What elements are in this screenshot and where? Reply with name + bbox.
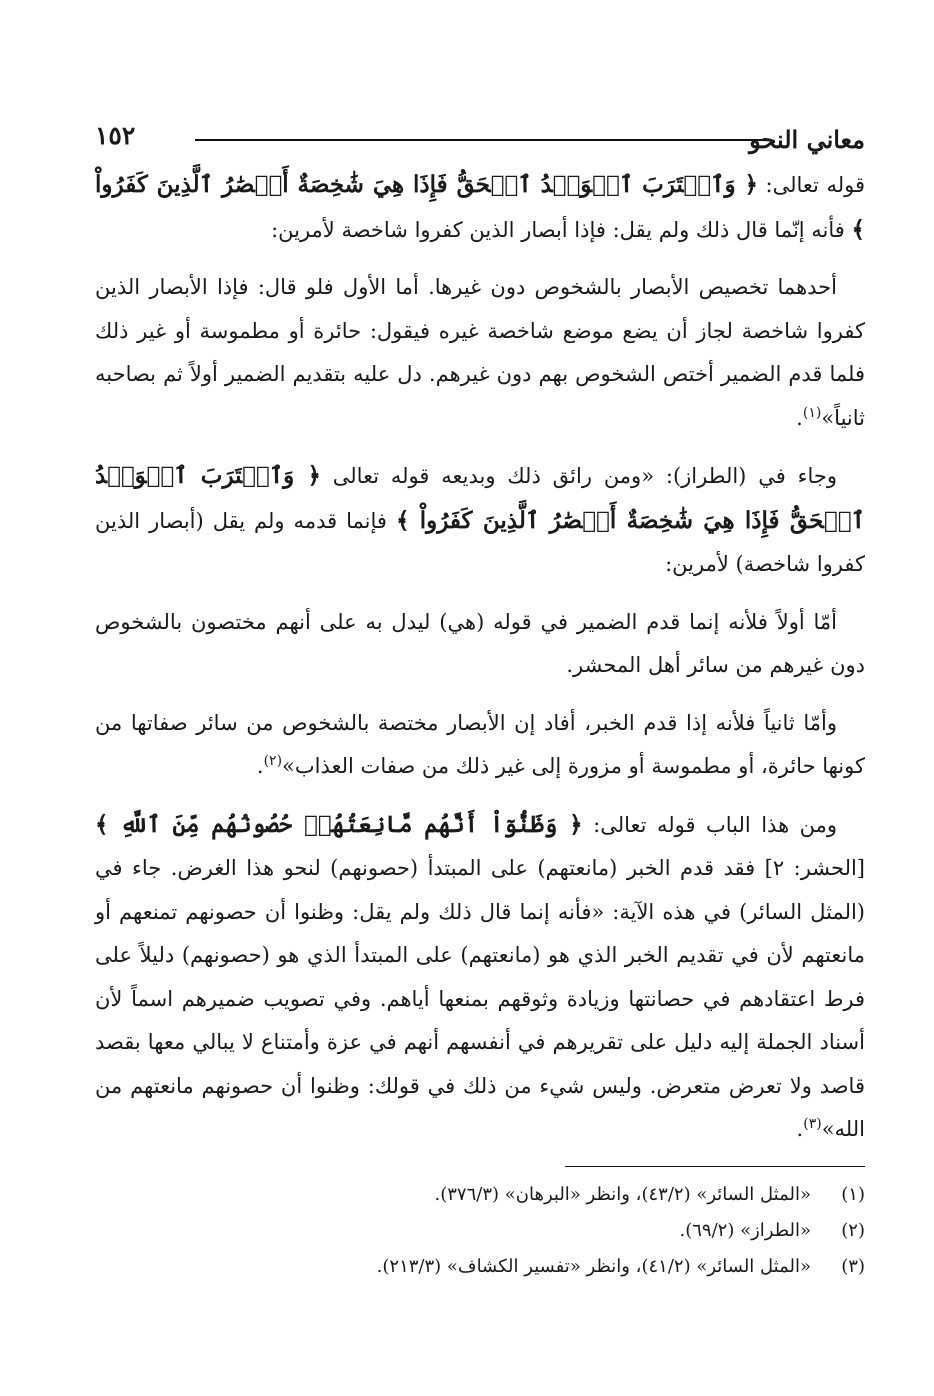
paragraph-text: ومن هذا الباب قوله تعالى: bbox=[582, 812, 838, 837]
paragraph-text: . bbox=[796, 1117, 804, 1141]
footnote-number: (٢) bbox=[841, 1219, 865, 1241]
paragraph bbox=[95, 601, 865, 688]
book-page bbox=[95, 115, 865, 1285]
footnote-rule bbox=[565, 1166, 865, 1167]
footnote-reference: (١) bbox=[802, 404, 822, 421]
page-number: ١٥٢ bbox=[95, 121, 136, 150]
paragraph bbox=[95, 702, 865, 789]
paragraph bbox=[95, 163, 865, 252]
footnote-number: (١) bbox=[841, 1183, 865, 1205]
paragraph-text: وجاء في (الطراز): «ومن رائق ذلك وبديعه قوله تعالى bbox=[320, 464, 837, 488]
footnote-text: «المثل السائر» (٤٣/٢)، وانظر «البرهان» (٣٧٦/٣). bbox=[434, 1183, 811, 1205]
footnote-reference: (٣) bbox=[803, 1116, 822, 1132]
footnote-reference: (٢) bbox=[263, 753, 283, 769]
header-rule bbox=[195, 139, 765, 141]
running-title: معاني النحو bbox=[749, 125, 865, 154]
paragraph-text: فأنه إنّما قال ذلك ولم يقل: فإذا أبصار الذين كفروا شاخصة لأمرين: bbox=[271, 217, 852, 242]
quran-verse: ﴿ وَٱقۡتَرَبَ ٱلۡوَعۡدُ ٱلۡحَقُّ فَإِذَا هِيَ شَٰخِصَةٌ أَبۡصَٰرُ ٱلَّذِينَ كَفَرُواْ ﴾ bbox=[95, 171, 865, 243]
footnote-text: «الطراز» (٦٩/٢). bbox=[679, 1219, 811, 1241]
paragraph-text: . bbox=[796, 405, 803, 430]
footnote-number: (٣) bbox=[841, 1255, 865, 1277]
footnote bbox=[95, 1249, 865, 1285]
footnote-text: «المثل السائر» (٤١/٢)، وانظر «تفسير الكشاف» (٢١٣/٣). bbox=[376, 1255, 811, 1277]
paragraph-text: . bbox=[256, 754, 264, 778]
quran-verse: ﴿ وَٱقۡتَرَبَ ٱلۡوَعۡدُ ٱلۡحَقُّ فَإِذَا هِيَ شَٰخِصَةٌ أَبۡصَٰرُ ٱلَّذِينَ كَفَرُواْ ﴾ bbox=[95, 462, 865, 534]
paragraph-text: قوله تعالى: bbox=[757, 173, 865, 197]
paragraph bbox=[95, 266, 865, 440]
footnote bbox=[95, 1213, 865, 1249]
paragraph-text: فإنما قدمه ولم يقل (أبصار الذين كفروا شاخصة) لأمرين: bbox=[95, 508, 865, 576]
paragraph bbox=[95, 803, 865, 1152]
footnote bbox=[95, 1177, 865, 1213]
quran-verse: ﴿ وَظَنُّوٓاْ أَنَّهُم مَّانِعَتُهُمۡ حُصُونُهُم مِّنَ ٱللَّهِ ﴾ bbox=[95, 810, 583, 838]
paragraph-text: أمّا أولاً فلأنه إنما قدم الضمير في قوله (هي) ليدل به على أنهم مختصون بالشخوص دون غيرهم من سائر أهل المحشر. bbox=[95, 609, 865, 677]
paragraph-text: وأمّا ثانياً فلأنه إذا قدم الخبر، أفاد إن الأبصار مختصة بالشخوص من سائر صفاتها من كونها حائرة، أو مطموسة أو مزورة إلى غير ذلك من صفات العذاب» bbox=[95, 710, 865, 778]
paragraph-text: [الحشر: ٢] فقد قدم الخبر (مانعتهم) على المبتدأ (حصونهم) لنحو هذا الغرض. جاء في (المثل السائر) في هذه الآية: «فأنه إنما قال ذلك ولم يقل: وظنوا أن حصونهم تمنعهم أو مانعتهم لأن في تقديم الخبر الذي هو (مانعتهم) على المبتدأ الذي هو (حصونهم) دليلاً على فرط اعتقادهم في حصانتها وزيادة وثوقهم بمنعها أياهم. وفي تصويب ضميرهم اسماً لأن أسناد الجملة إليه دليل على تقريرهم في أنفسهم أنهم في عزة وأمتناع لا يبالي معها بقصد قاصد ولا تعرض متعرض. وليس شيء من ذلك في قولك: وظنوا أن حصونهم مانعتهم من الله» bbox=[95, 856, 865, 1141]
paragraph bbox=[95, 454, 865, 587]
paragraph-text: أحدهما تخصيص الأبصار بالشخوص دون غيرها. أما الأول فلو قال: فإذا الأبصار الذين كفروا شاخصة لجاز أن يضع موضع شاخصة غيره فيقول: حائرة أو مطموسة أو غير ذلك فلما قدم الضمير أختص الشخوص بهم دون غيرهم. دل عليه بتقديم الضمير أولاً ثم بصاحبه ثانياً» bbox=[95, 275, 865, 430]
body-text bbox=[95, 163, 865, 1152]
footnotes bbox=[95, 1177, 865, 1285]
page-header bbox=[95, 115, 865, 163]
